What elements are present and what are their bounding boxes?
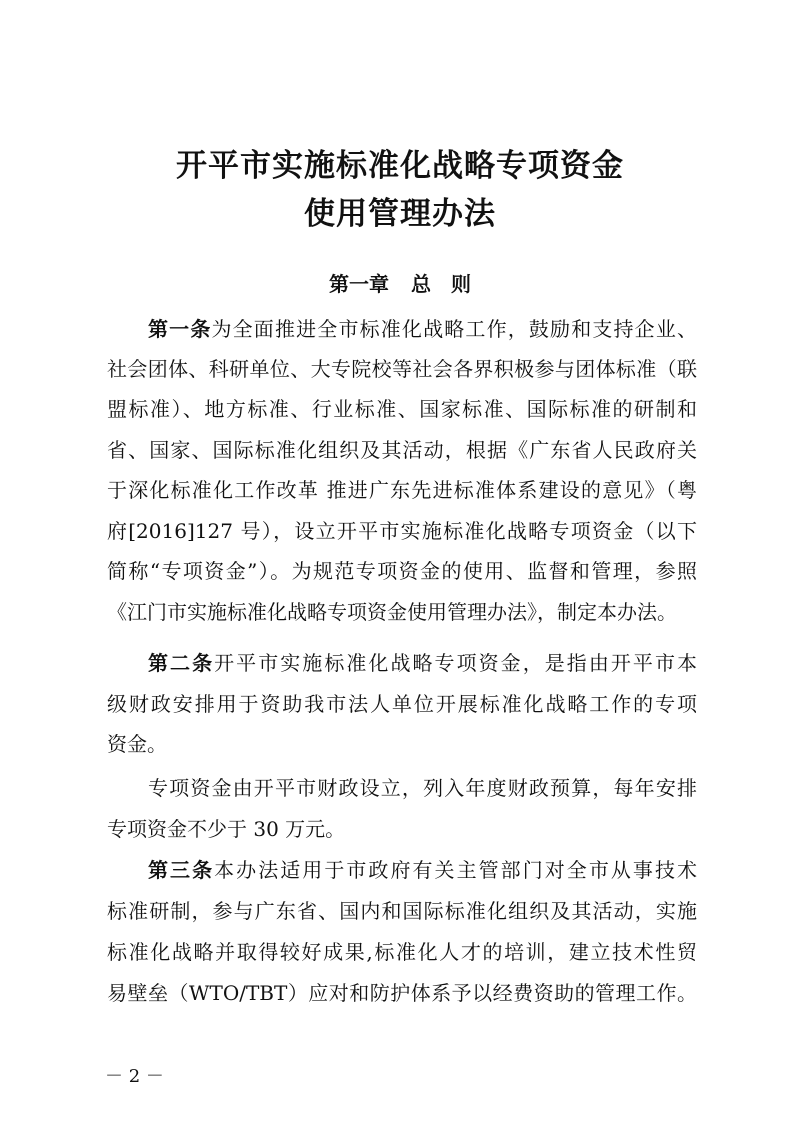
article-1-line-8: 《江门市实施标准化战略专项资金使用管理办法》，制定本办法。 [107, 600, 677, 624]
article-1-line-5: 于深化标准化工作改革 推进广东先进标准体系建设的意见》（粤 [107, 478, 697, 502]
article-3-line-2: 标准研制，参与广东省、国内和国际标准化组织及其活动，实施 [107, 899, 697, 923]
article-3-text: 本办法适用于市政府有关主管部门对全市从事技术 [214, 858, 697, 882]
article-1-line-4: 省、国家、国际标准化组织及其活动，根据《广东省人民政府关 [107, 438, 697, 462]
article-2-line-2: 级财政安排用于资助我市法人单位开展标准化战略工作的专项 [107, 692, 697, 716]
article-1-line-1 [148, 314, 697, 344]
article-2-line-1 [148, 648, 697, 678]
article-1-text: 为全面推进全市标准化战略工作，鼓励和支持企业、 [211, 317, 697, 341]
article-2-line-3: 资金。 [107, 732, 167, 756]
article-2-text: 开平市实施标准化战略专项资金，是指由开平市本 [214, 651, 697, 675]
article-2-label: 第二条 [148, 651, 215, 675]
chapter-name: 总 则 [411, 272, 471, 296]
article-3-line-1 [148, 855, 697, 885]
article-1-line-3: 盟标准）、地方标准、行业标准、国家标准、国际标准的研制和 [107, 397, 697, 421]
article-1-label: 第一条 [148, 317, 212, 341]
page-number: － 2 － [105, 1066, 164, 1087]
article-3-label: 第三条 [148, 858, 215, 882]
article-1-line-7: 简称“专项资金”）。为规范专项资金的使用、监督和管理，参照 [107, 559, 697, 583]
article-2-para-2-line-2: 专项资金不少于 30 万元。 [107, 817, 346, 841]
document-title-line-1: 开平市实施标准化战略专项资金 [176, 148, 624, 184]
article-1-line-2: 社会团体、科研单位、大专院校等社会各界积极参与团体标准（联 [107, 357, 697, 381]
article-3-line-3: 标准化战略并取得较好成果,标准化人才的培训，建立技术性贸 [107, 940, 697, 964]
article-2-para-2-line-1: 专项资金由开平市财政设立，列入年度财政预算，每年安排 [148, 776, 697, 800]
article-3-line-4: 易壁垒（WTO/TBT）应对和防护体系予以经费资助的管理工作。 [107, 981, 697, 1005]
chapter-heading [0, 268, 800, 297]
document-title-line-2: 使用管理办法 [304, 196, 496, 232]
article-1-line-6: 府[2016]127 号），设立开平市实施标准化战略专项资金（以下 [107, 519, 697, 543]
chapter-number: 第一章 [329, 272, 389, 296]
